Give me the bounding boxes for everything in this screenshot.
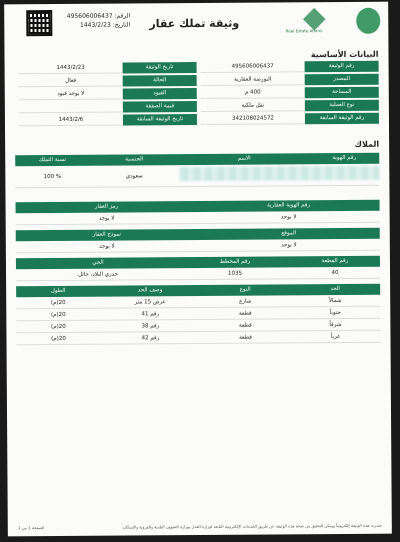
basic-info-title: البيانات الأساسية: [310, 49, 379, 60]
basic-info-row: [15, 113, 379, 127]
boundary-cell: شرقاً: [329, 322, 342, 329]
boundary-cell: 20(م): [50, 299, 66, 307]
boundaries-header: الحد النوع وصف الحد الطول: [16, 284, 380, 298]
boundary-cell: رقم 38: [141, 323, 160, 330]
boundary-cell: 20(م): [51, 335, 66, 343]
basic-info-grid: [15, 61, 379, 127]
field-value: فعال: [19, 76, 123, 88]
document-page: [4, 2, 392, 537]
field-value: [19, 102, 123, 114]
field-value: لا يوجد قيود: [19, 89, 123, 101]
owners-header: رقم الهوية الاسم الجنسية نسبة التملك: [15, 153, 379, 167]
owner-row: سعودي % 100: [15, 164, 379, 189]
field-value: 342108024572: [201, 113, 305, 125]
field-value: 495606006437: [201, 61, 305, 73]
boundary-row: [16, 331, 380, 346]
boundary-cell: 20(م): [50, 311, 66, 319]
boundary-cell: عرض 15 متر: [134, 299, 166, 306]
boundary-cell: شارع: [239, 298, 252, 305]
boundary-cell: جنوباً: [329, 310, 341, 317]
field-value: 400 م: [201, 87, 305, 99]
basic-info-row: [15, 61, 379, 75]
boundary-cell: شمالاً: [328, 297, 342, 305]
basic-info-row: [15, 74, 379, 88]
boundary-cell: قطعة: [239, 322, 252, 329]
plot-row: 40 1035 حدري البلاد، حائل: [16, 267, 380, 282]
field-label: رقم الوثيقة: [305, 61, 379, 73]
qr-code-icon: [26, 10, 52, 36]
doc-number: 495606006437: [66, 12, 113, 20]
field-label: المصدر: [305, 74, 379, 86]
field-label: قيمة الصفقة: [123, 101, 197, 113]
boundary-cell: 20(م): [51, 323, 66, 331]
document-title: وثيقة تملك عقار: [149, 16, 240, 31]
field-label: تاريخ الوثيقة السابقة: [123, 114, 197, 126]
field-value: البورصة العقارية: [201, 74, 305, 86]
plot-header: رقم القطعة رقم المخطط الحي: [16, 256, 380, 270]
property-id-row: لا يوجد لا يوجد: [16, 211, 380, 226]
logo-english-text: Real Estate Affairs: [285, 28, 323, 34]
basic-info-row: [15, 87, 379, 101]
field-label: تاريخ الوثيقة: [123, 62, 197, 74]
field-label: رقم الوثيقة السابقة: [305, 113, 379, 125]
document-header: [4, 2, 388, 45]
boundary-cell: قطعة: [238, 310, 252, 317]
owners-title: الملاك: [354, 139, 380, 149]
field-value: 1443/2/6: [19, 115, 123, 127]
boundary-cell: قطعة: [239, 334, 252, 341]
basic-info-row: [15, 100, 379, 114]
boundaries-table: [6, 295, 390, 346]
boundary-cell: رقم 42: [141, 335, 160, 342]
field-value: نقل ملكية: [201, 100, 305, 112]
real-estate-logo-icon: [303, 8, 326, 31]
boundary-cell: غرباً: [330, 334, 341, 341]
document-number-block: الرقم: 495606006437 التاريخ: 1443/2/23: [66, 12, 131, 29]
location-header: الموقع نموذج العقار: [16, 228, 380, 242]
property-id-header: رقم الهوية العقارية رمز العقار: [16, 200, 380, 214]
document-footer: [18, 523, 382, 531]
redacted-owner-info: [179, 166, 379, 181]
field-value: 1443/2/23: [19, 63, 123, 75]
location-row: لا يوجد لا يوجد: [16, 239, 380, 254]
field-label: المساحة: [305, 87, 379, 99]
field-label: القيود: [123, 88, 197, 100]
verification-note: صدرت هذه الوثيقة إلكترونياً ويمكن التحقق من صحة هذه الوثيقة عن طريق الخدمات الإلكترونية التابعة لوزارة العدل بوزارة الشؤون البلدية والقروية والإسكان.: [121, 522, 382, 530]
doc-date: 1443/2/23: [79, 21, 111, 29]
boundary-cell: رقم 41: [141, 311, 160, 318]
field-label: نوع العملية: [305, 100, 379, 112]
page-number: الصفحة 1 من 1: [17, 525, 45, 531]
ministry-logos: [268, 8, 380, 37]
field-label: الحالة: [123, 75, 197, 87]
ministry-emblem-icon: [356, 8, 380, 34]
